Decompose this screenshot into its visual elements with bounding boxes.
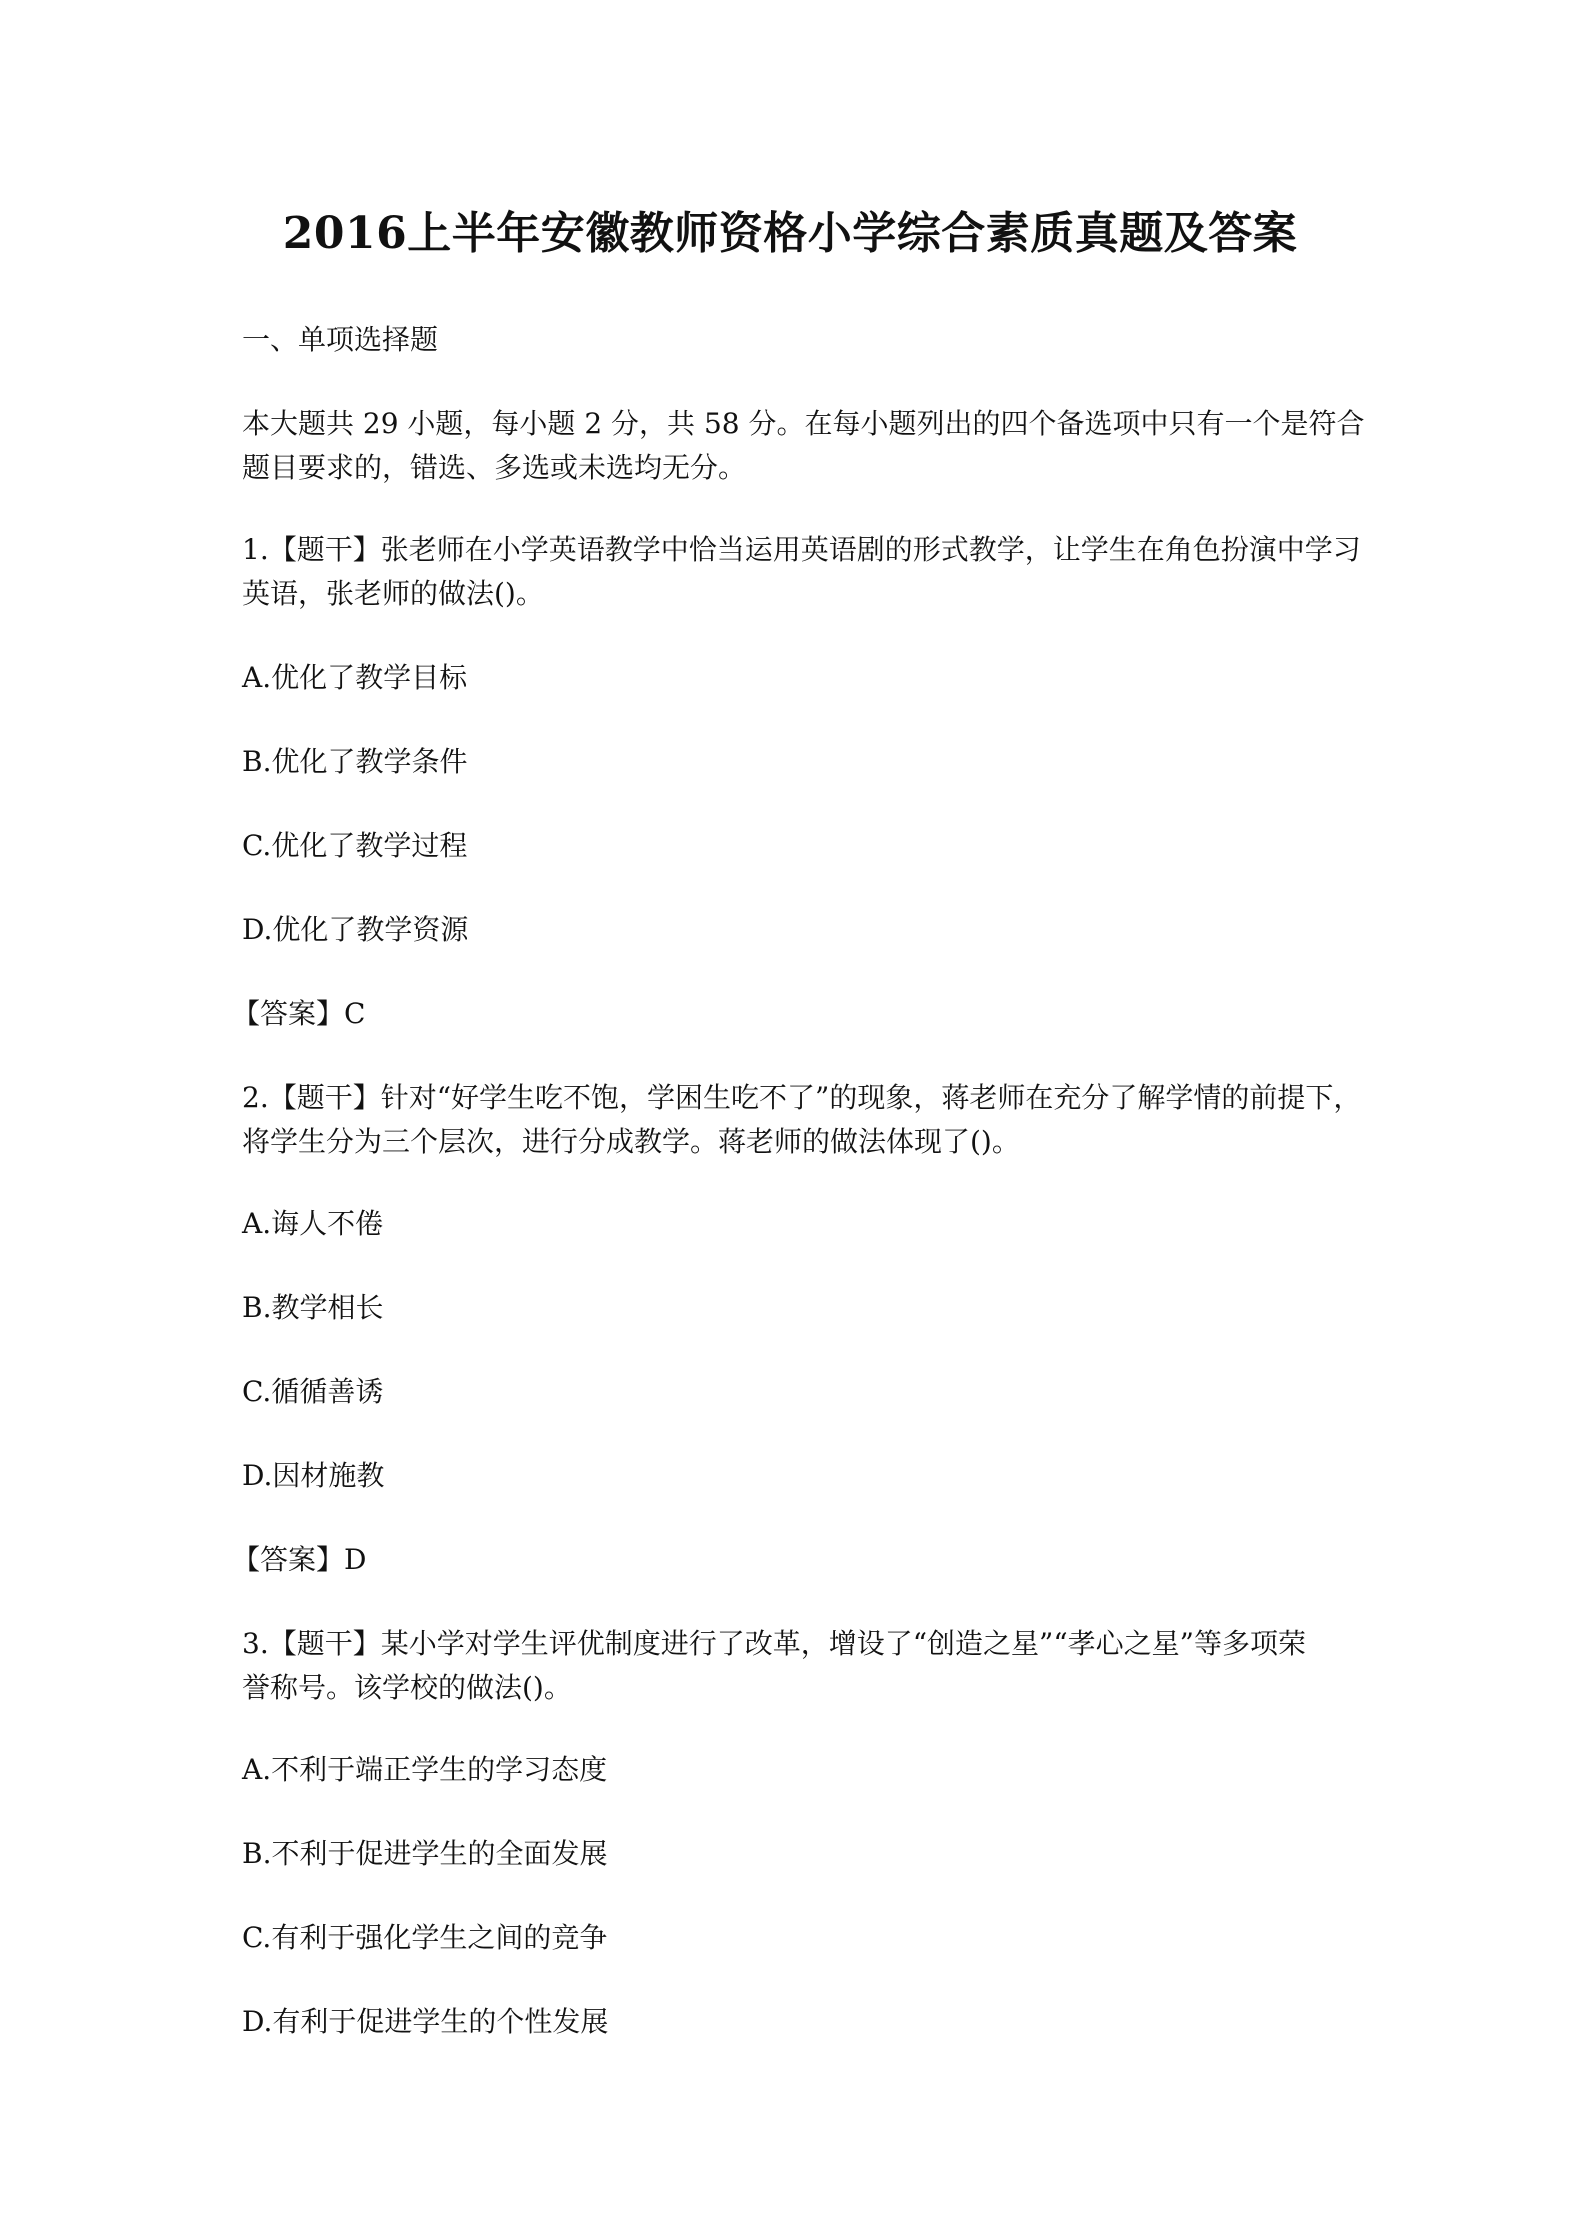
question-2-option-b: B.教学相长	[242, 1291, 384, 1324]
question-2-stem-line-1: 2.【题干】针对“好学生吃不饱，学困生吃不了”的现象，蒋老师在充分了解学情的前提下，	[242, 1081, 1362, 1114]
question-1-option-a: A.优化了教学目标	[242, 661, 468, 694]
question-1-option-c: C.优化了教学过程	[242, 829, 468, 862]
instructions-line-2: 题目要求的，错选、多选或未选均无分。	[242, 451, 747, 484]
question-3-option-b: B.不利于促进学生的全面发展	[242, 1837, 608, 1870]
document-title: 2016上半年安徽教师资格小学综合素质真题及答案	[282, 208, 1298, 259]
question-3-stem-line-2: 誉称号。该学校的做法()。	[242, 1671, 572, 1704]
question-1-answer: 【答案】C	[232, 997, 366, 1030]
question-3-option-c: C.有利于强化学生之间的竞争	[242, 1921, 608, 1954]
question-2-stem-line-2: 将学生分为三个层次，进行分成教学。蒋老师的做法体现了()。	[242, 1125, 1020, 1158]
question-3-option-a: A.不利于端正学生的学习态度	[242, 1753, 608, 1786]
question-2-option-c: C.循循善诱	[242, 1375, 384, 1408]
question-2-option-a: A.诲人不倦	[242, 1207, 384, 1240]
question-2-option-d: D.因材施教	[242, 1459, 385, 1492]
question-1-stem-line-1: 1.【题干】张老师在小学英语教学中恰当运用英语剧的形式教学，让学生在角色扮演中学习	[242, 533, 1361, 566]
question-1-option-b: B.优化了教学条件	[242, 745, 468, 778]
question-1-option-d: D.优化了教学资源	[242, 913, 469, 946]
section-heading: 一、单项选择题	[242, 323, 439, 356]
instructions-line-1: 本大题共 29 小题，每小题 2 分，共 58 分。在每小题列出的四个备选项中只有一个是符合	[242, 407, 1365, 440]
question-2-answer: 【答案】D	[232, 1543, 367, 1576]
question-3-option-d: D.有利于促进学生的个性发展	[242, 2005, 609, 2038]
question-3-stem-line-1: 3.【题干】某小学对学生评优制度进行了改革，增设了“创造之星”“孝心之星”等多项荣	[242, 1627, 1306, 1660]
question-1-stem-line-2: 英语，张老师的做法()。	[242, 577, 544, 610]
